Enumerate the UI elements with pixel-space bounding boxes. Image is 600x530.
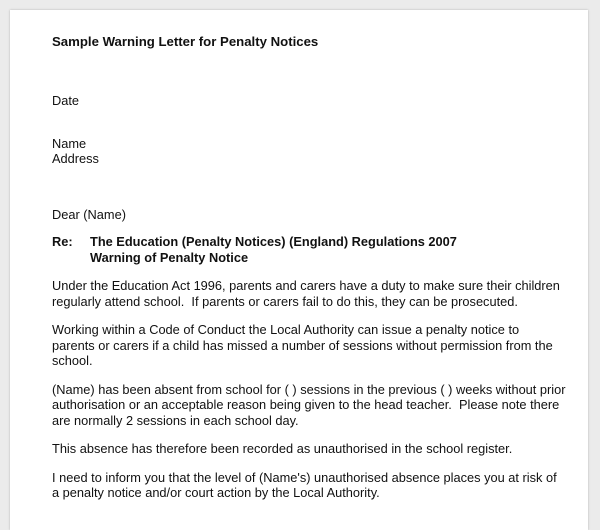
paragraph-absence-details <box>52 382 572 429</box>
subject-block <box>52 234 572 265</box>
subject-line-regulations: The Education (Penalty Notices) (England) Regulations 2007 <box>90 234 457 249</box>
paragraph-risk <box>52 470 572 501</box>
recipient-address: Address <box>52 151 99 166</box>
paragraph-line: are normally 2 sessions in each school day. <box>52 412 299 428</box>
letter-body <box>52 34 572 501</box>
salutation: Dear (Name) <box>52 206 126 222</box>
paragraph-line: This absence has therefore been recorded as unauthorised in the school register. <box>52 441 513 456</box>
document-page <box>10 10 588 530</box>
document-title: Sample Warning Letter for Penalty Notices <box>52 34 319 49</box>
paragraph-code-of-conduct <box>52 322 572 369</box>
paragraph-line: regularly attend school. If parents or carers fail to do this, they can be prosecuted. <box>52 293 518 309</box>
paragraph-line: Under the Education Act 1996, parents and carers have a duty to make sure their children <box>52 278 560 293</box>
subject-lines <box>90 234 572 265</box>
recipient-name: Name <box>52 135 87 151</box>
paragraph-duty <box>52 278 572 309</box>
paragraph-line: (Name) has been absent from school for ( ) sessions in the previous ( ) weeks without prior <box>52 381 566 397</box>
paragraph-recorded <box>52 441 572 457</box>
subject-line-warning: Warning of Penalty Notice <box>90 249 249 265</box>
paragraph-line: a penalty notice and/or court action by the Local Authority. <box>52 485 380 500</box>
paragraph-line: parents or carers if a child has missed a number of sessions without permission from the <box>52 337 553 353</box>
subject-label: Re: <box>52 234 73 249</box>
date-field: Date <box>52 93 80 108</box>
paragraph-line: authorisation or an acceptable reason being given to the head teacher. Please note there <box>52 397 560 412</box>
paragraph-line: school. <box>52 353 93 368</box>
paragraph-line: I need to inform you that the level of (Name's) unauthorised absence places you at risk of <box>52 469 557 485</box>
paragraph-line: Working within a Code of Conduct the Local Authority can issue a penalty notice to <box>52 322 520 337</box>
